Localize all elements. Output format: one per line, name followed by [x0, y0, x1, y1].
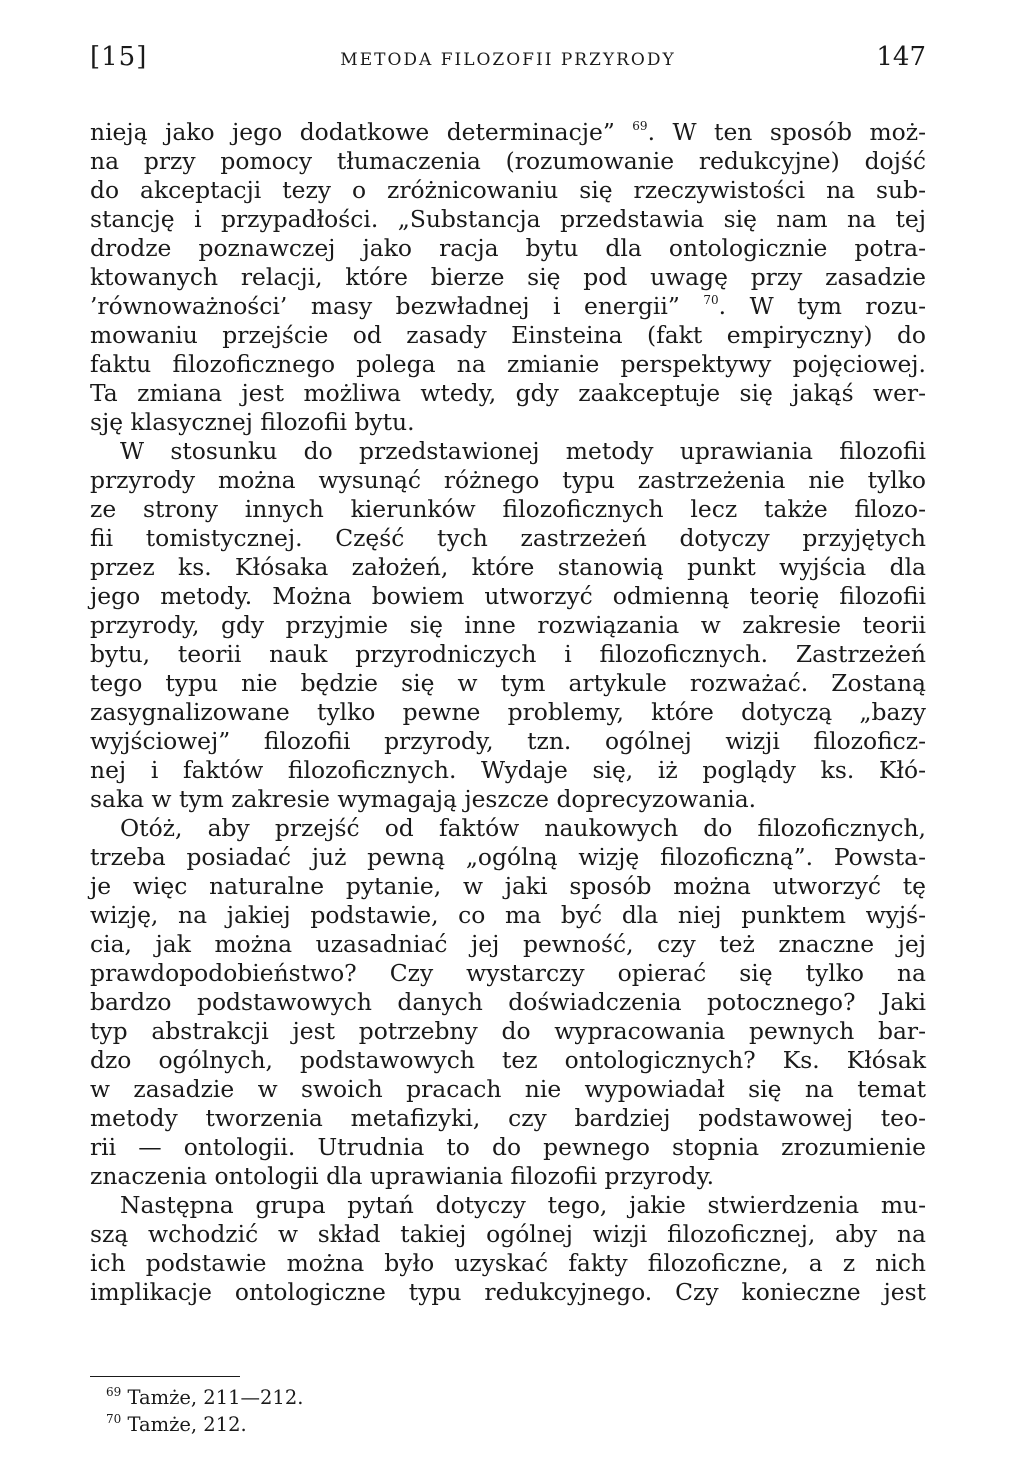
text-segment: do akceptacji tezy o zróżnicowaniu się rzeczywistości na sub- — [90, 176, 926, 204]
text-line — [90, 147, 926, 176]
text-segment: je więc naturalne pytanie, w jaki sposób można utworzyć tę — [90, 872, 926, 900]
section-number: [15] — [90, 42, 148, 72]
paragraph — [90, 1191, 926, 1307]
text-segment: nej i faktów filozoficznych. Wydaje się, iż poglądy ks. Kłó- — [90, 756, 926, 784]
text-segment: przyrody, gdy przyjmie się inne rozwiązania w zakresie teorii — [90, 611, 926, 639]
text-line — [90, 234, 926, 263]
text-segment: ich podstawie można było uzyskać fakty filozoficzne, a z nich — [90, 1249, 926, 1277]
text-line — [90, 292, 926, 321]
text-segment: faktu filozoficznego polega na zmianie perspektywy pojęciowej. — [90, 350, 926, 378]
text-line — [90, 785, 926, 814]
text-line — [90, 611, 926, 640]
text-line — [90, 1075, 926, 1104]
text-segment: saka w tym zakresie wymagają jeszcze doprecyzowania. — [90, 785, 757, 813]
text-line — [90, 930, 926, 959]
footnote-number: 70 — [106, 1412, 122, 1426]
paragraph — [90, 437, 926, 814]
text-segment: znaczenia ontologii dla uprawiania filozofii przyrody. — [90, 1162, 715, 1190]
text-line — [90, 350, 926, 379]
text-segment: dzo ogólnych, podstawowych tez ontologicznych? Ks. Kłósak — [90, 1046, 926, 1074]
text-segment: bardzo podstawowych danych doświadczenia potocznego? Jaki — [90, 988, 926, 1016]
text-line — [90, 495, 926, 524]
text-line — [90, 379, 926, 408]
footnote-text: Tamże, 212. — [127, 1413, 247, 1436]
text-line — [90, 814, 926, 843]
text-line — [90, 959, 926, 988]
running-title: METODA FILOZOFII PRZYRODY — [340, 50, 676, 70]
text-line — [90, 669, 926, 698]
text-segment: tego typu nie będzie się w tym artykule rozważać. Zostaną — [90, 669, 926, 697]
text-line — [90, 582, 926, 611]
body-text — [90, 118, 926, 1307]
text-segment: W stosunku do przedstawionej metody uprawiania filozofii — [120, 437, 926, 465]
text-line — [90, 321, 926, 350]
text-line — [90, 524, 926, 553]
footnote — [106, 1411, 303, 1438]
text-line — [90, 437, 926, 466]
footnote-ref: 69 — [632, 119, 648, 133]
text-line — [90, 1220, 926, 1249]
text-segment: drodze poznawczej jako racja bytu dla ontologicznie potra- — [90, 234, 926, 262]
text-line — [90, 118, 926, 147]
text-segment: przez ks. Kłósaka założeń, które stanowią punkt wyjścia dla — [90, 553, 926, 581]
text-segment: nieją jako jego dodatkowe determinacje” — [90, 118, 633, 146]
text-segment: metody tworzenia metafizyki, czy bardziej podstawowej teo- — [90, 1104, 926, 1132]
text-segment: szą wchodzić w skład takiej ogólnej wizji filozoficznej, aby na — [90, 1220, 926, 1248]
text-line — [90, 1162, 926, 1191]
text-line — [90, 176, 926, 205]
text-segment: fii tomistycznej. Część tych zastrzeżeń dotyczy przyjętych — [90, 524, 926, 552]
text-line — [90, 408, 926, 437]
text-segment: zasygnalizowane tylko pewne problemy, które dotyczą „bazy — [90, 698, 926, 726]
text-segment: implikacje ontologiczne typu redukcyjnego. Czy konieczne jest — [90, 1278, 926, 1306]
text-line — [90, 1133, 926, 1162]
running-header — [90, 40, 926, 74]
text-segment: Otóż, aby przejść od faktów naukowych do filozoficznych, — [120, 814, 926, 842]
footnotes — [106, 1384, 303, 1438]
text-segment: cia, jak można uzasadniać jej pewność, czy też znaczne jej — [90, 930, 926, 958]
text-segment: typ abstrakcji jest potrzebny do wypracowania pewnych bar- — [90, 1017, 926, 1045]
text-line — [90, 1249, 926, 1278]
footnote-number: 69 — [106, 1385, 122, 1399]
text-segment: ze strony innych kierunków filozoficznych lecz także filozo- — [90, 495, 926, 523]
text-segment: w zasadzie w swoich pracach nie wypowiadał się na temat — [90, 1075, 926, 1103]
text-segment: Następna grupa pytań dotyczy tego, jakie stwierdzenia mu- — [120, 1191, 926, 1219]
text-line — [90, 1104, 926, 1133]
text-segment: przyrody można wysunąć różnego typu zastrzeżenia nie tylko — [90, 466, 926, 494]
text-line — [90, 756, 926, 785]
text-segment: jego metody. Można bowiem utworzyć odmienną teorię filozofii — [90, 582, 926, 610]
text-segment: wyjściowej” filozofii przyrody, tzn. ogólnej wizji filozoficz- — [90, 727, 926, 755]
text-line — [90, 1046, 926, 1075]
text-line — [90, 1017, 926, 1046]
text-segment: prawdopodobieństwo? Czy wystarczy opierać się tylko na — [90, 959, 926, 987]
text-line — [90, 1191, 926, 1220]
text-segment: . W tym rozu- — [718, 292, 926, 320]
text-line — [90, 263, 926, 292]
footnote-rule — [90, 1376, 240, 1377]
text-line — [90, 698, 926, 727]
text-line — [90, 988, 926, 1017]
text-segment: Ta zmiana jest możliwa wtedy, gdy zaakceptuje się jakąś wer- — [90, 379, 926, 407]
text-segment: stancję i przypadłości. „Substancja przedstawia się nam na tej — [90, 205, 926, 233]
text-line — [90, 1278, 926, 1307]
text-segment: trzeba posiadać już pewną „ogólną wizję filozoficzną”. Powsta- — [90, 843, 926, 871]
text-segment: . W ten sposób moż- — [647, 118, 926, 146]
footnote — [106, 1384, 303, 1411]
text-segment: mowaniu przejście od zasady Einsteina (fakt empiryczny) do — [90, 321, 926, 349]
text-line — [90, 727, 926, 756]
text-segment: wizję, na jakiej podstawie, co ma być dla niej punktem wyjś- — [90, 901, 926, 929]
page — [90, 40, 926, 1436]
text-line — [90, 843, 926, 872]
text-line — [90, 205, 926, 234]
text-line — [90, 553, 926, 582]
text-line — [90, 640, 926, 669]
text-segment: bytu, teorii nauk przyrodniczych i filozoficznych. Zastrzeżeń — [90, 640, 926, 668]
paragraph — [90, 118, 926, 437]
text-segment: na przy pomocy tłumaczenia (rozumowanie redukcyjne) dojść — [90, 147, 926, 175]
footnote-ref: 70 — [703, 293, 719, 307]
text-line — [90, 872, 926, 901]
text-segment: ktowanych relacji, które bierze się pod uwagę przy zasadzie — [90, 263, 926, 291]
footnote-text: Tamże, 211—212. — [127, 1386, 304, 1409]
text-line — [90, 466, 926, 495]
text-line — [90, 901, 926, 930]
text-segment: rii — ontologii. Utrudnia to do pewnego stopnia zrozumienie — [90, 1133, 926, 1161]
paragraph — [90, 814, 926, 1191]
page-number: 147 — [876, 42, 926, 72]
text-segment: sję klasycznej filozofii bytu. — [90, 408, 415, 436]
text-segment: ’równoważności’ masy bezwładnej i energii” — [90, 292, 704, 320]
